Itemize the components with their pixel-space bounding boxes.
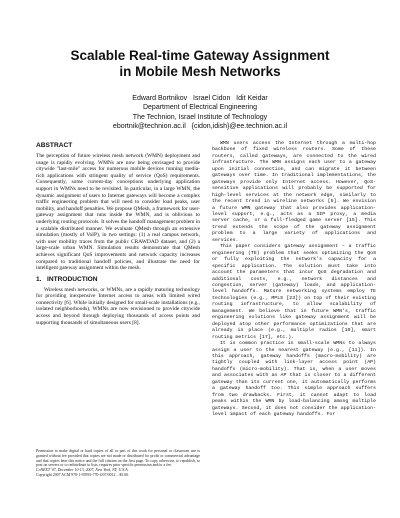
copyright-footnote (36, 449, 200, 478)
copyright-line: Copyright 2007 ACM 978-1-59593-770-4/07/0012 ...$5.00. (36, 472, 130, 477)
left-column (36, 142, 200, 326)
affiliation-institute: The Technion, Israel Institute of Technology (132, 113, 268, 121)
paper-title (0, 48, 400, 80)
author-emails: ebortnik@technion.ac.il {cidon,idish}@ee.technion.ac.il (112, 123, 288, 131)
right-paragraph-1: WMN users access the Internet through a multi-hop backbone of fixed wireless routers. Some of these routers, called gateways, are connected to the wired infrastructure. The WMN assigns each user to a gateway upon initial connection, and can migrate it between gateways over time. In traditional implementations, the gateways provide only Internet access. However, QoS-sensitive applications will probably be supported for high-level services at the network edge, similarly to the recent trend in wireline networks [5]. We envision a future WMN gateway that also provides application-level support, e.g., acts as a SIP proxy, a media server cache, or a full-fledged game server [15]. This trend extends the scope of the gateway assignment problem to a large variety of applications and services. (212, 141, 376, 243)
title-line-2: in Mobile Mesh Networks (119, 64, 281, 79)
introduction-paragraph: Wireless mesh networks, or WMNs, are a rapidly maturing technology for providing inexpensive Internet access to areas with limited wired connectivity [6]. While initially designed for small-scale installations (e.g., isolated neighborhoods), WMNs are now envisioned to provide citywide access and beyond through deploying thousands of access points and supporting thousands of simultaneous users [8]. (36, 286, 200, 326)
affiliation-department: Department of Electrical Engineering (142, 104, 257, 112)
author-names: Edward Bortnikov Israel Cidon Idit Keidar (132, 95, 268, 102)
abstract-text: The perception of future wireless mesh network (WMN) deployment and usage is rapidly evolving. WMNs are now being envisaged to provide citywide "last-mile" access for numerous mobile devices running media-rich applications with stringent quality of service (QoS) requirements. Consequently, some current-day conceptions underlying application support in WMNs need to be revisited. In particular, in a large WMN, the dynamic assignment of users to Internet gateways will become a complex traffic engineering problem that will need to consider load peaks, user mobility, and handoff penalties. We propose QMesh, a framework for user-gateway assignment that runs inside the WMN, and is oblivious to underlying routing protocols. It solves the handoff management problem in a scalable distributed manner. We evaluate QMesh through an extensive simulation (mostly of VoIP), in two settings: (1) a real campus network, with user mobility traces from the public CRAWDAD dataset, and (2) a large-scale urban WMN. Simulation results demonstrate that QMesh achieves significant QoS improvements and network capacity increases compared to traditional handoff policies, and illustrate the need for intelligent gateway assignment within the mesh. (36, 153, 200, 272)
right-column (212, 141, 376, 418)
permission-notice: Permission to make digital or hard copies of all or part of this work for personal or classroom use is granted without fee provided that copies are not made or distributed for profit or commercial advantage and that copies bear this notice and the full citation on the first page. To copy otherwise, to republish, to post on servers or to redistribute to lists, requires prior specific permission and/or a fee. (36, 449, 200, 468)
title-line-1: Scalable Real-time Gateway Assignment (70, 48, 330, 63)
right-paragraph-2: This paper considers gateway assignment – a traffic engineering (TE) problem that seeks optimizing the QoS or fully exploiting the network's capacity for a specific application. The solution must take into account the parameters that incur QoS degradation and additional costs, e.g., network distances and congestion, server (gateway) loads, and application-level handoffs. Mature networking systems employ TE technologies (e.g., MPLS [23]) on top of their existing routing infrastructure, to allow scalability of management. We believe that in future WMN's, traffic engineering solutions like gateway assignment will be deployed atop other performance optimizations that are already in place (e.g., multiple radios [10], smart routing metrics [17], etc.). (212, 244, 376, 340)
right-paragraph-3: It is common practice in small-scale WMNs to always assign a user to the nearest gateway (e.g., [11]). In this approach, gateway handoffs (macro-mobility) are tightly coupled with link-layer access point (AP) handoffs (micro-mobility). That is, when a user moves and associates with an AP that is closer to a different gateway than its current one, it automatically performs a gateway handoff too. This simple approach suffers from two drawbacks. First, it cannot adapt to load peaks within the WMN by load-balancing among multiple gateways. Second, it does not consider the application-level impact of each gateway handoffs. For (212, 341, 376, 418)
abstract-heading: ABSTRACT (36, 142, 73, 149)
introduction-heading: 1. INTRODUCTION (36, 275, 98, 283)
conference-venue: CoNEXT '07, December 10-13, 2007, New York, NY, U.S.A. (36, 468, 129, 473)
author-block (0, 94, 400, 132)
